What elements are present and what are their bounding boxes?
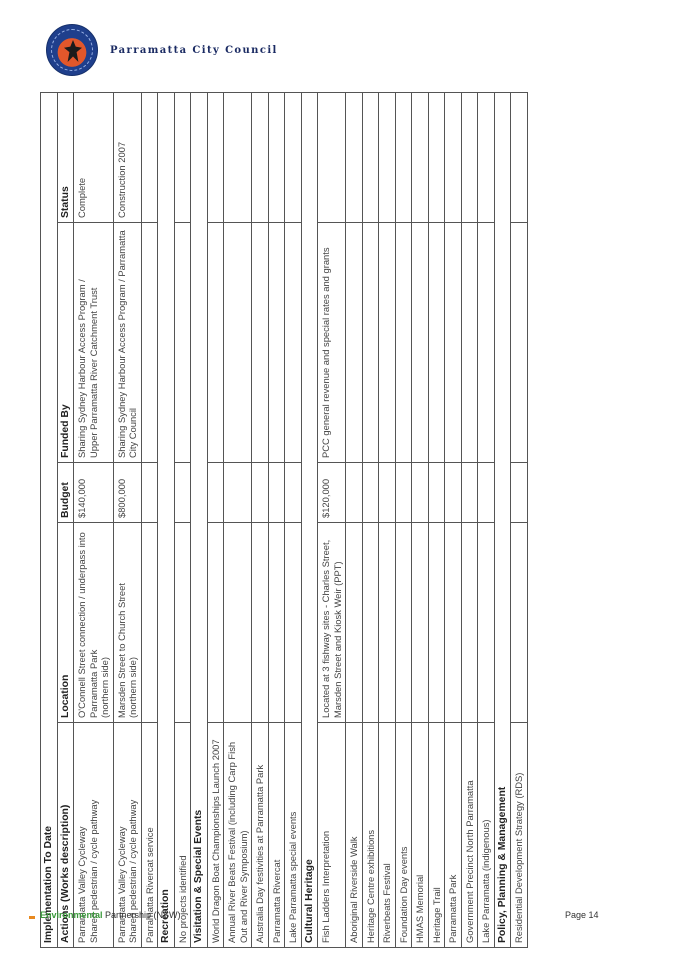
table-cell: [207, 523, 224, 723]
implementation-table-rotated: [40, 93, 596, 948]
table-cell: [346, 523, 363, 723]
table-cell: Lake Parramatta (indigenous): [478, 723, 495, 948]
table-cell: [224, 523, 252, 723]
column-header: Status: [57, 93, 74, 223]
page-number: Page 14: [565, 910, 599, 920]
table-cell: [461, 463, 478, 523]
table-cell: Australia Day festivities at Parramatta Park: [252, 723, 269, 948]
table-row: [478, 93, 495, 948]
table-cell: [174, 463, 191, 523]
table-cell: [395, 523, 412, 723]
table-row: [445, 93, 462, 948]
implementation-table: [40, 92, 528, 948]
table-row: [252, 93, 269, 948]
table-cell: [174, 223, 191, 463]
table-cell: Sharing Sydney Harbour Access Program / Parramatta City Council: [113, 223, 141, 463]
table-cell: [252, 223, 269, 463]
table-cell: [511, 93, 528, 223]
table-cell: Government Precinct North Parramatta: [461, 723, 478, 948]
table-cell: [141, 223, 158, 463]
table-cell: [445, 93, 462, 223]
table-cell: [478, 463, 495, 523]
section-label: Visitation & Special Events: [191, 93, 208, 948]
footer-org-highlight: Environmental: [40, 910, 103, 920]
table-cell: HMAS Memorial: [412, 723, 429, 948]
table-row: [412, 93, 429, 948]
table-row: [318, 93, 346, 948]
table-cell: [379, 223, 396, 463]
table-cell: Parramatta Rivercat: [268, 723, 285, 948]
column-header: Budget: [57, 463, 74, 523]
table-title-row: [41, 93, 58, 948]
table-row: [428, 93, 445, 948]
table-row: [268, 93, 285, 948]
table-cell: [379, 93, 396, 223]
table-cell: [285, 223, 302, 463]
table-cell: Heritage Centre exhibitions: [362, 723, 379, 948]
table-cell: [395, 93, 412, 223]
council-seal-icon: [46, 24, 98, 76]
table-cell: [207, 223, 224, 463]
table-cell: [362, 523, 379, 723]
section-label: Recreation: [158, 93, 175, 948]
table-cell: [395, 223, 412, 463]
table-cell: [362, 93, 379, 223]
section-label: Cultural Heritage: [301, 93, 318, 948]
table-title: Implementation To Date: [41, 93, 58, 948]
table-row: [141, 93, 158, 948]
table-cell: [285, 523, 302, 723]
table-cell: Parramatta Rivercat service: [141, 723, 158, 948]
table-cell: [174, 523, 191, 723]
council-name: Parramatta City Council: [110, 45, 278, 56]
table-cell: [362, 223, 379, 463]
table-cell: [412, 93, 429, 223]
table-cell: [268, 223, 285, 463]
table-cell: [362, 463, 379, 523]
table-cell: No projects identified: [174, 723, 191, 948]
table-row: [362, 93, 379, 948]
table-cell: Parramatta Valley Cycleway Shared pedestrian / cycle pathway: [113, 723, 141, 948]
table-cell: [141, 463, 158, 523]
table-cell: [478, 93, 495, 223]
table-cell: [285, 93, 302, 223]
table-cell: Sharing Sydney Harbour Access Program / Upper Parramatta River Catchment Trust: [74, 223, 114, 463]
table-cell: Construction 2007: [113, 93, 141, 223]
table-cell: Located at 3 fishway sites - Charles Street, Marsden Street and Kiosk Weir (PPT): [318, 523, 346, 723]
table-cell: [318, 93, 346, 223]
table-cell: [141, 93, 158, 223]
table-cell: Annual River Beats Festival (including Carp Fish Out and River Symposium): [224, 723, 252, 948]
table-cell: [511, 523, 528, 723]
table-cell: [412, 463, 429, 523]
table-cell: Aboriginal Riverside Walk: [346, 723, 363, 948]
footer-org: [40, 910, 181, 920]
table-row: [74, 93, 114, 948]
table-cell: Fish Ladders Interpretation: [318, 723, 346, 948]
table-row: [224, 93, 252, 948]
section-row: [301, 93, 318, 948]
table-cell: [268, 523, 285, 723]
table-cell: [412, 223, 429, 463]
table-cell: [428, 523, 445, 723]
table-cell: [412, 523, 429, 723]
table-cell: [252, 463, 269, 523]
section-row: [158, 93, 175, 948]
table-row: [174, 93, 191, 948]
table-cell: PCC general revenue and special rates and grants: [318, 223, 346, 463]
table-cell: [346, 223, 363, 463]
table-cell: [224, 223, 252, 463]
table-cell: $120,000: [318, 463, 346, 523]
table-cell: [268, 463, 285, 523]
table-cell: [445, 523, 462, 723]
section-row: [494, 93, 511, 948]
table-row: [461, 93, 478, 948]
table-cell: [511, 223, 528, 463]
table-cell: [445, 223, 462, 463]
table-cell: Foundation Day events: [395, 723, 412, 948]
table-row: [511, 93, 528, 948]
table-cell: [379, 463, 396, 523]
table-cell: Lake Parramatta special events: [285, 723, 302, 948]
column-header: Funded By: [57, 223, 74, 463]
table-cell: [174, 93, 191, 223]
table-cell: [285, 463, 302, 523]
table-cell: [207, 93, 224, 223]
table-cell: World Dragon Boat Championships Launch 2007: [207, 723, 224, 948]
table-cell: [428, 223, 445, 463]
table-cell: [428, 463, 445, 523]
table-cell: [224, 93, 252, 223]
table-cell: [461, 93, 478, 223]
table-cell: O'Connell Street connection / underpass into Parramatta Park (northern side): [74, 523, 114, 723]
footer-org-rest: Partnership (NSW): [102, 910, 181, 920]
table-cell: [511, 463, 528, 523]
column-header: Location: [57, 523, 74, 723]
section-label: Policy, Planning & Management: [494, 93, 511, 948]
table-cell: Parramatta Park: [445, 723, 462, 948]
table-row: [113, 93, 141, 948]
table-cell: $800,000: [113, 463, 141, 523]
column-header: Actions (Works description): [57, 723, 74, 948]
table-cell: Marsden Street to Church Street (northern side): [113, 523, 141, 723]
table-cell: Heritage Trail: [428, 723, 445, 948]
table-cell: Riverbeats Festival: [379, 723, 396, 948]
table-cell: [445, 463, 462, 523]
table-row: [207, 93, 224, 948]
table-header-row: [57, 93, 74, 948]
table-cell: [478, 223, 495, 463]
table-cell: [207, 463, 224, 523]
table-row: [395, 93, 412, 948]
table-cell: [268, 93, 285, 223]
table-cell: [461, 223, 478, 463]
table-cell: [379, 523, 396, 723]
table-row: [346, 93, 363, 948]
table-cell: [395, 463, 412, 523]
table-cell: [346, 93, 363, 223]
table-cell: [346, 463, 363, 523]
table-cell: [252, 523, 269, 723]
table-row: [285, 93, 302, 948]
table-cell: [428, 93, 445, 223]
table-cell: [461, 523, 478, 723]
table-cell: Parramatta Valley Cycleway Shared pedestrian / cycle pathway: [74, 723, 114, 948]
table-cell: [252, 93, 269, 223]
section-row: [191, 93, 208, 948]
table-cell: $140,000: [74, 463, 114, 523]
table-cell: Complete: [74, 93, 114, 223]
table-cell: Residential Development Strategy (RDS): [511, 723, 528, 948]
table-cell: [141, 523, 158, 723]
table-cell: [224, 463, 252, 523]
vertical-accent: [29, 916, 35, 919]
table-cell: [478, 523, 495, 723]
table-body: [41, 93, 528, 948]
table-row: [379, 93, 396, 948]
